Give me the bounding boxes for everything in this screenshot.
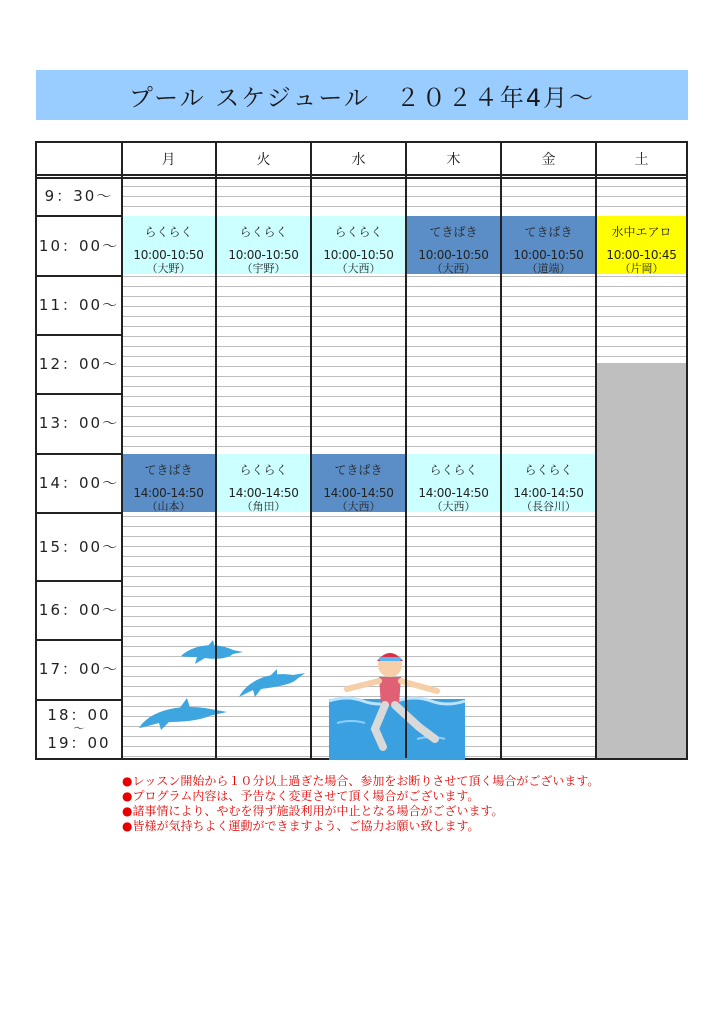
class-instructor: （片岡）	[619, 262, 664, 275]
saturday-closed-block	[596, 363, 686, 758]
day-header-fri: 金	[541, 152, 556, 168]
ruled-line	[122, 326, 686, 327]
ruled-line	[122, 206, 686, 207]
class-time: 10:00-10:50	[323, 248, 394, 262]
class-cell-tue-am[interactable]	[217, 216, 310, 274]
time-label-1600: 16：00～	[37, 581, 121, 638]
column-divider	[121, 143, 123, 758]
time-row-divider	[37, 275, 122, 277]
class-cell-tue-pm[interactable]	[217, 454, 310, 512]
class-cell-wed-am[interactable]	[312, 216, 405, 274]
class-time: 14:00-14:50	[513, 486, 584, 500]
class-cell-thu-pm[interactable]	[407, 454, 500, 512]
schedule-grid	[35, 141, 688, 760]
day-header-sat: 土	[634, 152, 649, 168]
class-time: 10:00-10:50	[513, 248, 584, 262]
class-instructor: （道端）	[526, 262, 571, 275]
class-time: 10:00-10:50	[228, 248, 299, 262]
time-row-divider	[37, 580, 122, 582]
class-name: てきぱき	[524, 225, 573, 239]
class-cell-sat-am[interactable]	[597, 216, 686, 274]
class-instructor: （大西）	[431, 500, 476, 513]
class-instructor: （大野）	[146, 262, 191, 275]
ruled-line	[122, 296, 686, 297]
dolphin-icon	[135, 696, 231, 732]
swimmer-icon	[327, 643, 467, 760]
class-name: らくらく	[239, 225, 288, 239]
ruled-line	[122, 336, 686, 337]
column-divider	[595, 143, 597, 758]
class-time: 10:00-10:50	[133, 248, 204, 262]
ruled-line	[122, 196, 686, 197]
class-cell-mon-am[interactable]	[122, 216, 215, 274]
class-instructor: （大西）	[336, 262, 381, 275]
note-item: ●皆様が気持ちよく運動ができますよう、ご協力お願い致します。	[122, 819, 480, 833]
time-label-1000: 10：00～	[37, 216, 121, 274]
class-time: 14:00-14:50	[418, 486, 489, 500]
time-label-1800: 18：00	[47, 706, 111, 724]
ruled-line	[122, 286, 686, 287]
class-instructor: （大西）	[431, 262, 476, 275]
column-divider	[310, 143, 312, 758]
class-time: 14:00-14:50	[133, 486, 204, 500]
class-cell-wed-pm[interactable]	[312, 454, 405, 512]
page-title: プール スケジュール ２０２４年4月～	[36, 70, 688, 120]
time-label-1700: 17：00～	[37, 640, 121, 697]
header-divider	[37, 174, 686, 176]
ruled-line	[122, 276, 686, 277]
ruled-line	[122, 306, 686, 307]
time-label-tilde: ～	[73, 722, 85, 735]
dolphin-icon	[177, 638, 247, 666]
time-row-divider	[37, 393, 122, 395]
class-instructor: （宇野）	[241, 262, 286, 275]
class-time: 10:00-10:45	[606, 248, 677, 262]
time-row-divider	[37, 639, 122, 641]
class-instructor: （山本）	[146, 500, 191, 513]
time-label-1800-1900	[37, 700, 121, 758]
time-row-divider	[37, 334, 122, 336]
class-cell-thu-am[interactable]	[407, 216, 500, 274]
time-label-1100: 11：00～	[37, 276, 121, 333]
note-item: ●プログラム内容は、予告なく変更させて頂く場合がございます。	[122, 789, 480, 803]
class-name: らくらく	[239, 463, 288, 477]
class-time: 10:00-10:50	[418, 248, 489, 262]
note-item: ●レッスン開始から１０分以上過ぎた場合、参加をお断りさせて頂く場合がございます。	[122, 774, 600, 788]
class-instructor: （長谷川）	[521, 500, 576, 513]
class-name: てきぱき	[144, 463, 193, 477]
class-name: らくらく	[524, 463, 573, 477]
time-row-divider	[37, 453, 122, 455]
class-name: てきぱき	[429, 225, 478, 239]
class-name: らくらく	[429, 463, 478, 477]
class-name: らくらく	[334, 225, 383, 239]
notes	[122, 774, 702, 834]
ruled-line	[122, 346, 686, 347]
ruled-line	[122, 356, 686, 357]
class-name: らくらく	[144, 225, 193, 239]
class-time: 14:00-14:50	[228, 486, 299, 500]
class-name: 水中エアロ	[611, 225, 672, 239]
time-row-divider	[37, 215, 122, 217]
day-header-mon: 月	[161, 152, 176, 168]
time-label-1200: 12：00～	[37, 335, 121, 392]
day-header-wed: 水	[351, 152, 366, 168]
ruled-line	[122, 186, 686, 187]
class-cell-fri-pm[interactable]	[502, 454, 595, 512]
class-name: てきぱき	[334, 463, 383, 477]
time-label-0930: 9：30～	[37, 176, 121, 214]
time-label-1500: 15：00～	[37, 513, 121, 579]
day-header-tue: 火	[256, 152, 271, 168]
header-divider	[37, 177, 686, 179]
class-instructor: （大西）	[336, 500, 381, 513]
column-divider	[215, 143, 217, 758]
class-cell-mon-pm[interactable]	[122, 454, 215, 512]
class-cell-fri-am[interactable]	[502, 216, 595, 274]
column-divider	[500, 143, 502, 758]
time-row-divider	[37, 699, 122, 701]
column-divider	[405, 143, 407, 758]
time-label-1400: 14：00～	[37, 454, 121, 511]
class-time: 14:00-14:50	[323, 486, 394, 500]
time-row-divider	[37, 512, 122, 514]
ruled-line	[122, 316, 686, 317]
class-instructor: （角田）	[241, 500, 286, 513]
dolphin-icon	[235, 667, 309, 701]
time-label-1300: 13：00～	[37, 394, 121, 451]
note-item: ●諸事情により、やむを得ず施設利用が中止となる場合がございます。	[122, 804, 504, 818]
day-header-thu: 木	[446, 152, 461, 168]
time-label-1900: 19：00	[47, 734, 111, 752]
